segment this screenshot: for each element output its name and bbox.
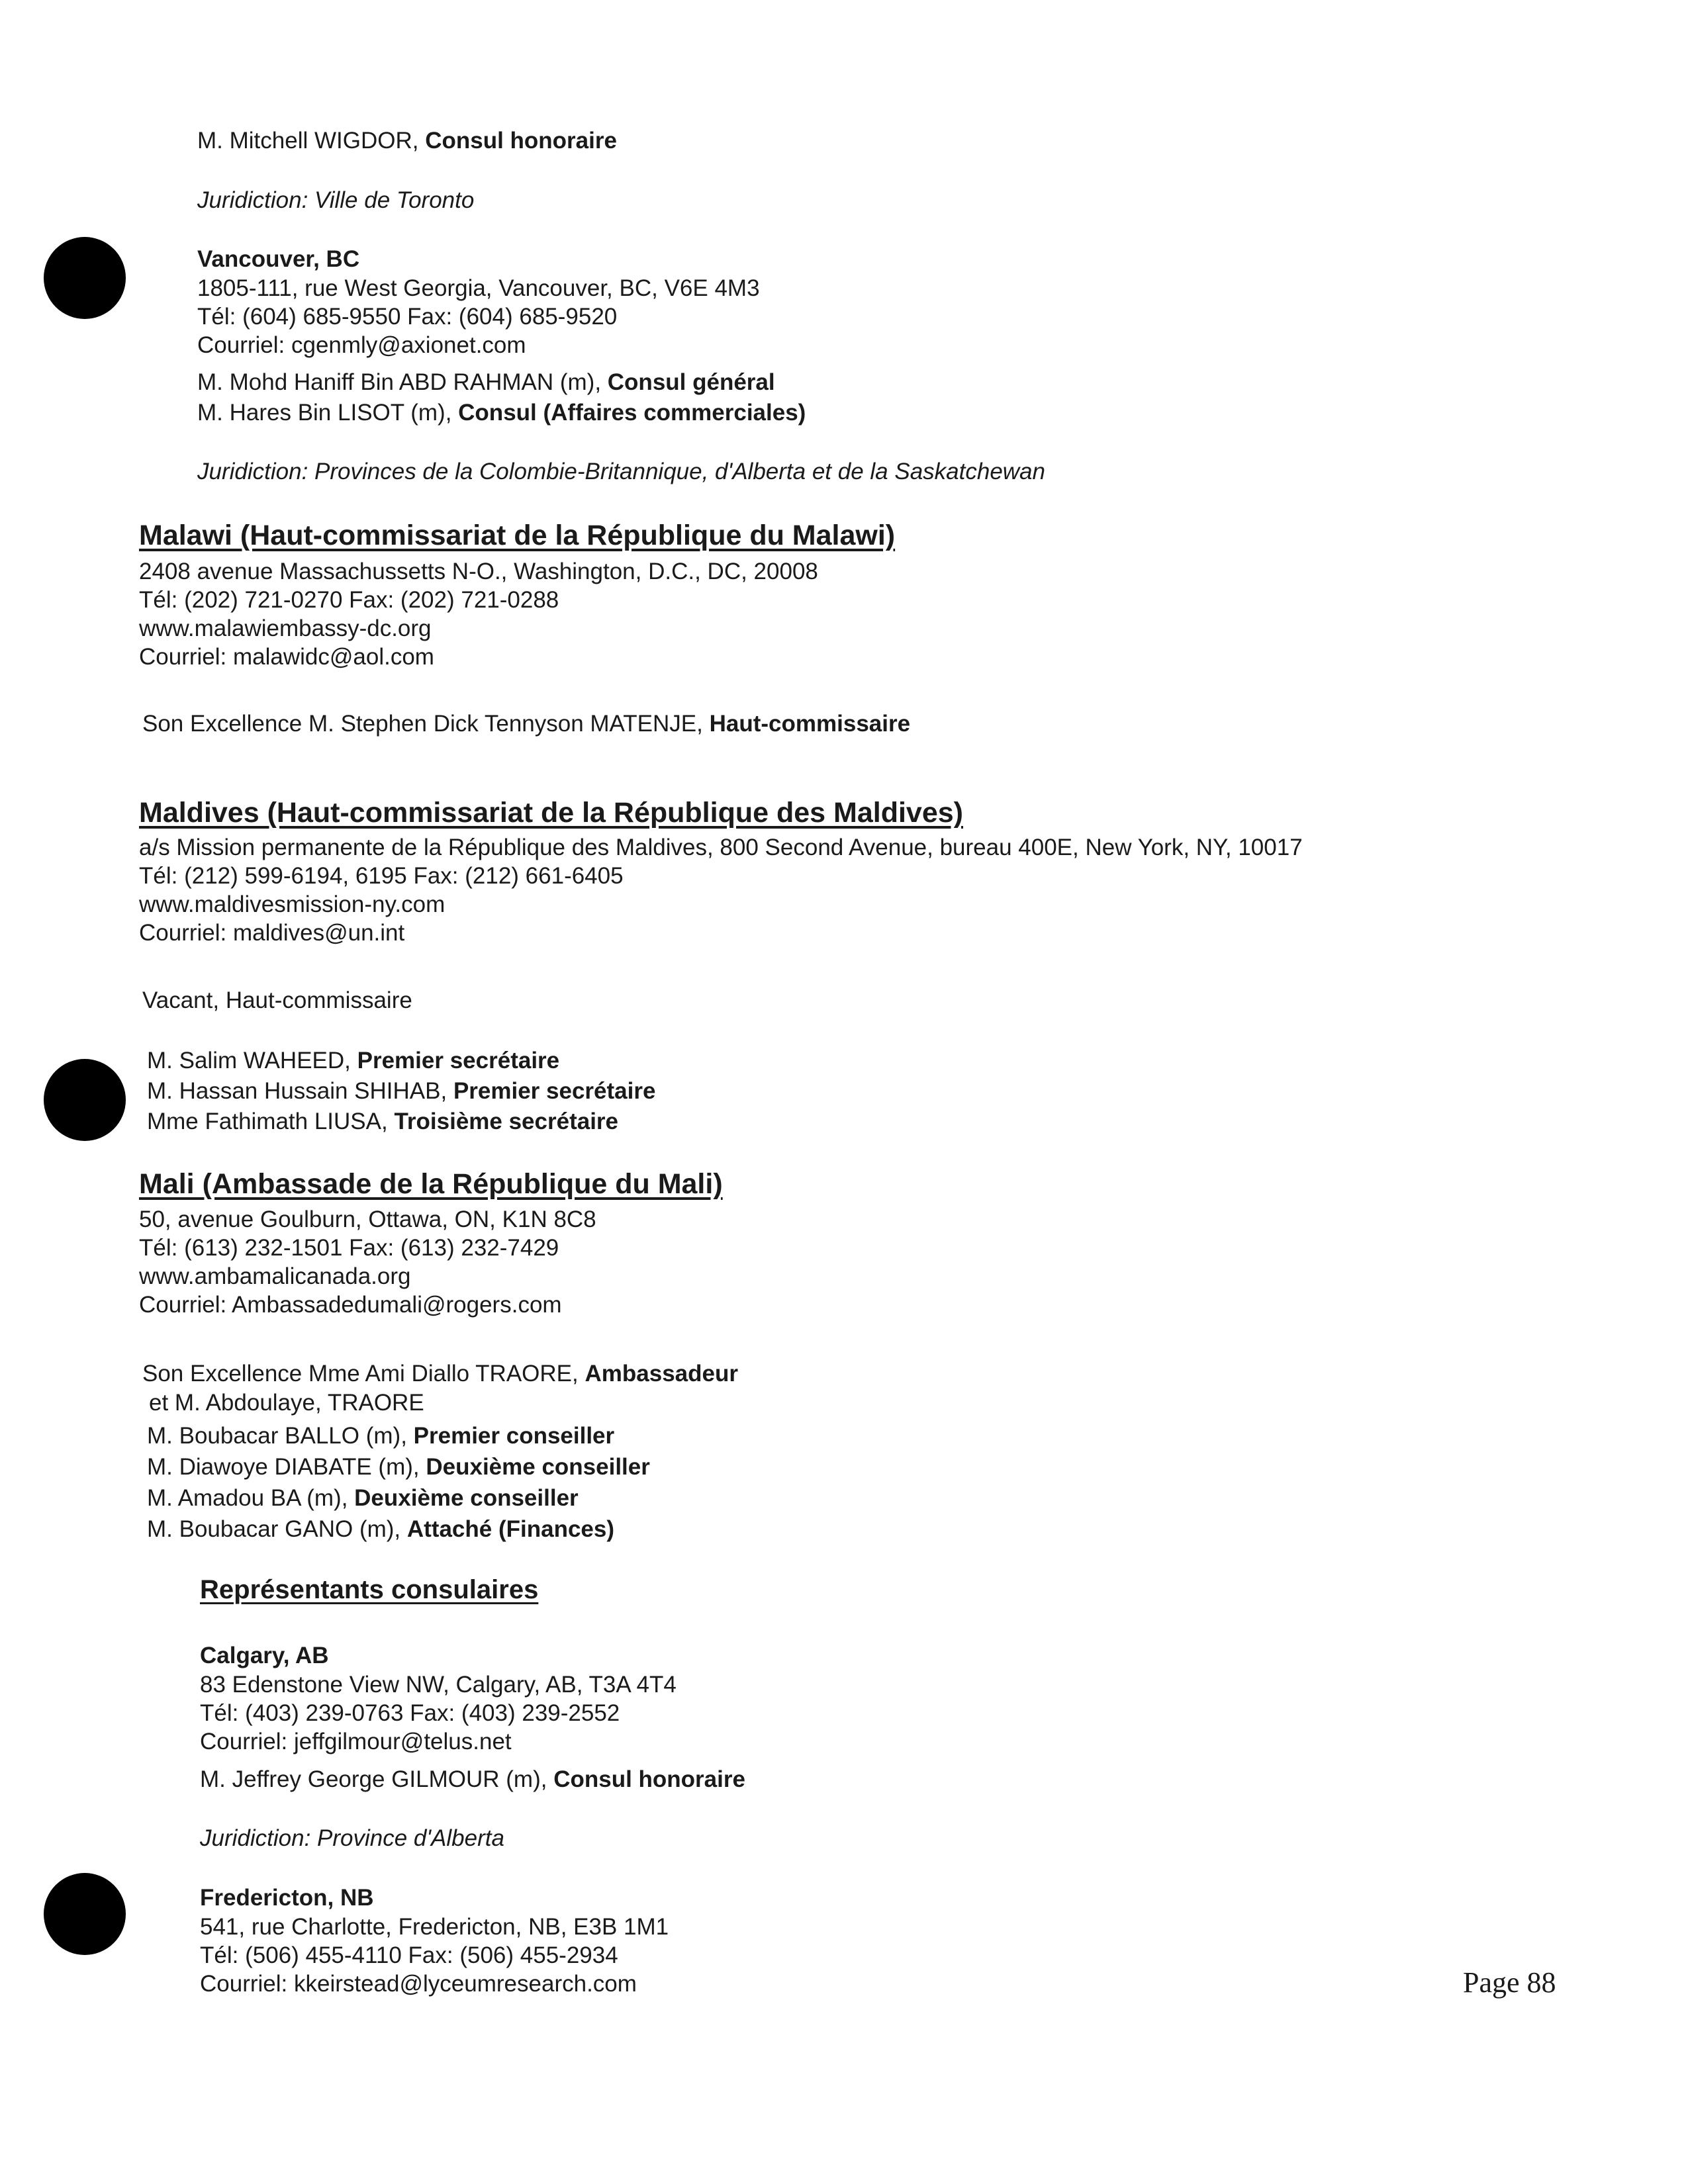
- jurisdiction-note: Juridiction: Ville de Toronto: [197, 187, 475, 213]
- staff-entry: M. Diawoye DIABATE (m), Deuxième conseiller: [147, 1454, 650, 1480]
- consulate-phone: Tél: (403) 239-0763 Fax: (403) 239-2552: [200, 1700, 620, 1726]
- head-of-mission: Vacant, Haut-commissaire: [142, 987, 412, 1013]
- hole-punch-mark: [44, 1873, 126, 1955]
- consulate-city: Calgary, AB: [200, 1643, 329, 1668]
- staff-entry: M. Boubacar GANO (m), Attaché (Finances): [147, 1516, 614, 1542]
- consulate-phone: Tél: (604) 685-9550 Fax: (604) 685-9520: [197, 304, 618, 330]
- mission-address: 2408 avenue Massachussetts N-O., Washington, D.C., DC, 20008: [139, 559, 818, 584]
- mission-website: www.maldivesmission-ny.com: [139, 891, 445, 917]
- staff-entry: M. Mohd Haniff Bin ABD RAHMAN (m), Consul général: [197, 369, 775, 395]
- consulate-city: Vancouver, BC: [197, 246, 360, 272]
- hole-punch-mark: [44, 237, 126, 319]
- staff-entry: M. Hares Bin LISOT (m), Consul (Affaires commerciales): [197, 400, 806, 426]
- consular-heading: Représentants consulaires: [200, 1575, 539, 1604]
- mission-email: Courriel: maldives@un.int: [139, 920, 405, 946]
- mission-email: Courriel: malawidc@aol.com: [139, 644, 434, 670]
- jurisdiction-note: Juridiction: Province d'Alberta: [200, 1825, 504, 1851]
- consulate-email: Courriel: jeffgilmour@telus.net: [200, 1729, 512, 1754]
- consulate-email: Courriel: cgenmly@axionet.com: [197, 332, 526, 358]
- consulate-email: Courriel: kkeirstead@lyceumresearch.com: [200, 1971, 637, 1997]
- mission-phone: Tél: (212) 599-6194, 6195 Fax: (212) 661-6405: [139, 863, 624, 889]
- section-heading-malawi: Malawi (Haut-commissariat de la République du Malawi): [139, 520, 896, 551]
- consul-entry: M. Mitchell WIGDOR, Consul honoraire: [197, 128, 617, 154]
- section-heading-maldives: Maldives (Haut-commissariat de la République des Maldives): [139, 797, 963, 829]
- mission-email: Courriel: Ambassadedumali@rogers.com: [139, 1292, 562, 1318]
- page-number: Page 88: [1463, 1966, 1556, 1999]
- consulate-address: 541, rue Charlotte, Fredericton, NB, E3B 1M1: [200, 1914, 669, 1940]
- staff-entry: M. Salim WAHEED, Premier secrétaire: [147, 1048, 560, 1073]
- mission-phone: Tél: (613) 232-1501 Fax: (613) 232-7429: [139, 1235, 559, 1261]
- mission-website: www.ambamalicanada.org: [139, 1263, 411, 1289]
- consulate-address: 83 Edenstone View NW, Calgary, AB, T3A 4T4: [200, 1672, 677, 1698]
- jurisdiction-note: Juridiction: Provinces de la Colombie-Britannique, d'Alberta et de la Saskatchewan: [197, 459, 1045, 484]
- staff-entry: Mme Fathimath LIUSA, Troisième secrétaire: [147, 1109, 619, 1134]
- section-heading-mali: Mali (Ambassade de la République du Mali): [139, 1168, 723, 1200]
- consulate-city: Fredericton, NB: [200, 1885, 374, 1911]
- staff-entry: M. Hassan Hussain SHIHAB, Premier secrétaire: [147, 1078, 656, 1104]
- consulate-address: 1805-111, rue West Georgia, Vancouver, BC, V6E 4M3: [197, 275, 760, 301]
- head-of-mission: Son Excellence M. Stephen Dick Tennyson MATENJE, Haut-commissaire: [142, 711, 911, 737]
- mission-phone: Tél: (202) 721-0270 Fax: (202) 721-0288: [139, 587, 559, 613]
- mission-website: www.malawiembassy-dc.org: [139, 615, 432, 641]
- mission-address: a/s Mission permanente de la République des Maldives, 800 Second Avenue, bureau 400E, New York, NY, 10017: [139, 835, 1303, 860]
- consul-entry: M. Jeffrey George GILMOUR (m), Consul honoraire: [200, 1766, 745, 1792]
- hole-punch-mark: [44, 1059, 126, 1141]
- head-of-mission: Son Excellence Mme Ami Diallo TRAORE, Ambassadeur: [142, 1361, 738, 1387]
- staff-entry: M. Boubacar BALLO (m), Premier conseiller: [147, 1423, 615, 1449]
- consulate-phone: Tél: (506) 455-4110 Fax: (506) 455-2934: [200, 1942, 618, 1968]
- spouse-entry: et M. Abdoulaye, TRAORE: [149, 1390, 424, 1416]
- staff-entry: M. Amadou BA (m), Deuxième conseiller: [147, 1485, 579, 1511]
- mission-address: 50, avenue Goulburn, Ottawa, ON, K1N 8C8: [139, 1206, 596, 1232]
